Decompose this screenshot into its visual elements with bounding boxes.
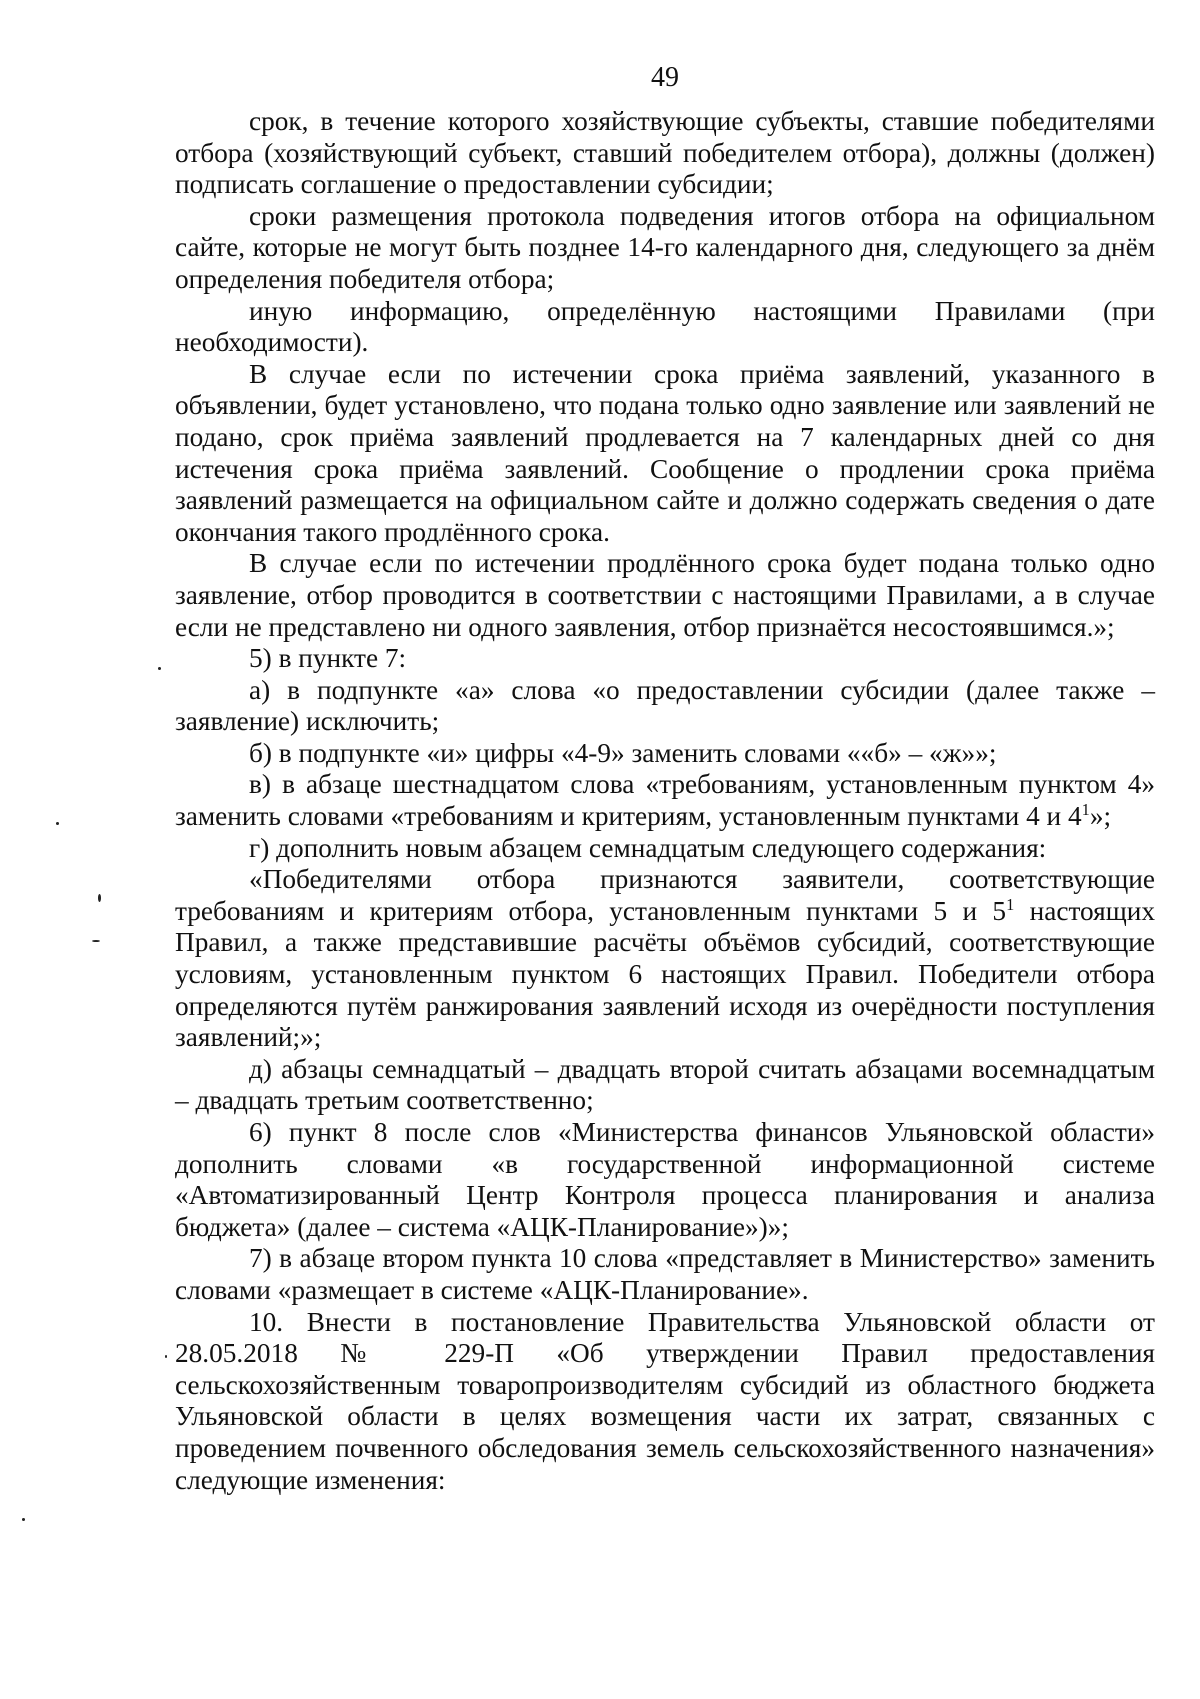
paragraph-signing-deadline: срок, в течение которого хозяйствующие субъекты, ставшие победителями отбора (хозяйствующий субъект, ставший победителем отбора), должны (должен) подписать соглашение о предоставлении субсидии;	[175, 106, 1155, 200]
paragraph-failed-selection: В случае если по истечении продлённого срока будет подана только одно заявление, отбор проводится в соответствии с настоящими Правилами, а в случае если не представлено ни одного заявления, отбор признаётся несостоявшимся.»;	[175, 548, 1155, 642]
paragraph-item-6: 6) пункт 8 после слов «Министерства финансов Ульяновской области» дополнить словами «в государственной информационной системе «Автоматизированный Центр Контроля процесса планирования и анализа бюджета» (далее – система «АЦК-Планирование»)»;	[175, 1117, 1155, 1242]
scan-speck	[56, 822, 59, 825]
scan-speck	[22, 1518, 25, 1521]
paragraph-winners-end: настоящих Правил, а также представившие расчёты объёмов субсидий, соответствующие условиям, установленным пунктом 6 настоящих Правил. Победители отбора определяются путём ранжирования заявлений исходя из очерёдности поступления заявлений;»;	[175, 895, 1155, 1053]
paragraph-winners	[175, 864, 1155, 1054]
scan-speck	[98, 894, 101, 902]
paragraph-other-info: иную информацию, определённую настоящими Правилами (при необходимости).	[175, 295, 1155, 358]
scan-speck	[165, 1355, 167, 1358]
scan-speck	[158, 667, 161, 670]
paragraph-protocol-deadline: сроки размещения протокола подведения итогов отбора на официальном сайте, которые не могут быть позднее 14-го календарного дня, следующего за днём определения победителя отбора;	[175, 200, 1155, 294]
document-body	[175, 106, 1155, 1496]
paragraph-item-5d: д) абзацы семнадцатый – двадцать второй считать абзацами восемнадцатым – двадцать третьим соответственно;	[175, 1053, 1155, 1116]
paragraph-item-10: 10. Внести в постановление Правительства Ульяновской области от 28.05.2018 № 229-П «Об утверждении Правил предоставления сельскохозяйственным товаропроизводителям субсидий из областного бюджета Ульяновской области в целях возмещения части их затрат, связанных с проведением почвенного обследования земель сельскохозяйственного назначения» следующие изменения:	[175, 1306, 1155, 1495]
paragraph-item-5: 5) в пункте 7:	[249, 643, 407, 674]
page-number: 49	[651, 62, 679, 93]
superscript: 1	[1006, 894, 1015, 914]
paragraph-item-5a: а) в подпункте «а» слова «о предоставлении субсидии (далее также – заявление) исключить;	[175, 674, 1155, 737]
paragraph-winners-text: «Победителями отбора признаются заявители, соответствующие требованиям и критериям отбора, установленным пунктами 5 и 5	[175, 864, 1155, 926]
paragraph-item-5v-end: »;	[1089, 801, 1112, 832]
paragraph-item-5v	[175, 769, 1155, 832]
scan-speck	[92, 940, 100, 942]
paragraph-term-extension: В случае если по истечении срока приёма заявлений, указанного в объявлении, будет установлено, что подана только одно заявление или заявлений не подано, срок приёма заявлений продлевается на 7 календарных дней со дня истечения срока приёма заявлений. Сообщение о продлении срока приёма заявлений размещается на официальном сайте и должно содержать сведения о дате окончания такого продлённого срока.	[175, 358, 1155, 547]
paragraph-item-5g: г) дополнить новым абзацем семнадцатым следующего содержания:	[249, 832, 1047, 863]
paragraph-item-7: 7) в абзаце втором пункта 10 слова «представляет в Министерство» заменить словами «размещает в системе «АЦК-Планирование».	[175, 1243, 1155, 1305]
paragraph-item-5v-text: в) в абзаце шестнадцатом слова «требованиям, установленным пунктом 4» заменить словами «требованиям и критериям, установленным пунктами 4 и 4	[175, 769, 1155, 832]
superscript: 1	[1081, 799, 1090, 819]
paragraph-item-5b: б) в подпункте «и» цифры «4-9» заменить словами ««б» – «ж»»;	[249, 737, 997, 768]
